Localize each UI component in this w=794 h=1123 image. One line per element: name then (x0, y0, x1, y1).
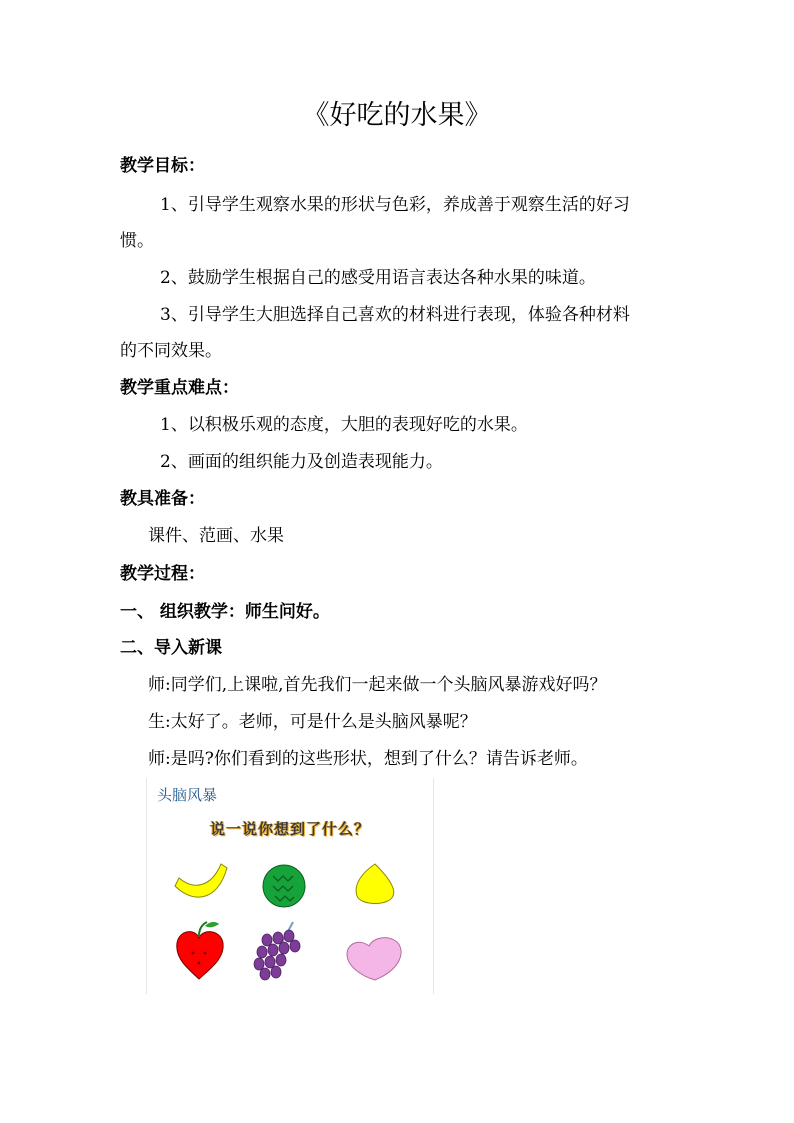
tools-list: 课件、范画、水果 (148, 526, 284, 546)
fruit-shapes (147, 778, 433, 994)
dialog-student-1: 生:太好了。老师，可是什么是头脑风暴呢？ (148, 712, 477, 732)
dialog-teacher-1: 师:同学们,上课啦,首先我们一起来做一个头脑风暴游戏好吗？ (148, 675, 607, 695)
brainstorm-figure (146, 778, 434, 994)
goals-heading: 教学目标： (120, 156, 205, 176)
key-points-heading: 教学重点难点： (120, 378, 239, 398)
goal-1-line-1: 1、引导学生观察水果的形状与色彩，养成善于观察生活的好习 (160, 195, 630, 215)
figure-title: 头脑风暴 (157, 786, 218, 804)
key-point-2: 2、画面的组织能力及创造表现能力。 (160, 452, 443, 472)
step-2: 二、导入新课 (120, 638, 222, 658)
watermelon-shape (263, 865, 305, 907)
key-point-1: 1、以积极乐观的态度，大胆的表现好吃的水果。 (160, 415, 528, 435)
lemon-shape (356, 864, 394, 904)
peach-heart-shape (347, 938, 401, 980)
dialog-teacher-2: 师:是吗?你们看到的这些形状，想到了什么？请告诉老师。 (148, 749, 588, 769)
goal-1-line-2: 惯。 (120, 231, 154, 251)
goal-2: 2、鼓励学生根据自己的感受用语言表达各种水果的味道。 (160, 268, 596, 288)
grapes-shape (254, 922, 300, 980)
apple-shape (177, 922, 223, 979)
goal-3-line-1: 3、引导学生大胆选择自己喜欢的材料进行表现，体验各种材料 (160, 305, 630, 325)
process-heading: 教学过程： (120, 564, 205, 584)
goal-3-line-2: 的不同效果。 (120, 341, 222, 361)
tools-heading: 教具准备： (120, 489, 205, 509)
banana-shape (175, 864, 227, 897)
page-title: 《好吃的水果》 (302, 100, 492, 131)
step-1: 一、 组织教学：师生问好。 (120, 602, 330, 622)
figure-subtitle: 说一说你想到了什么？ (209, 820, 370, 838)
